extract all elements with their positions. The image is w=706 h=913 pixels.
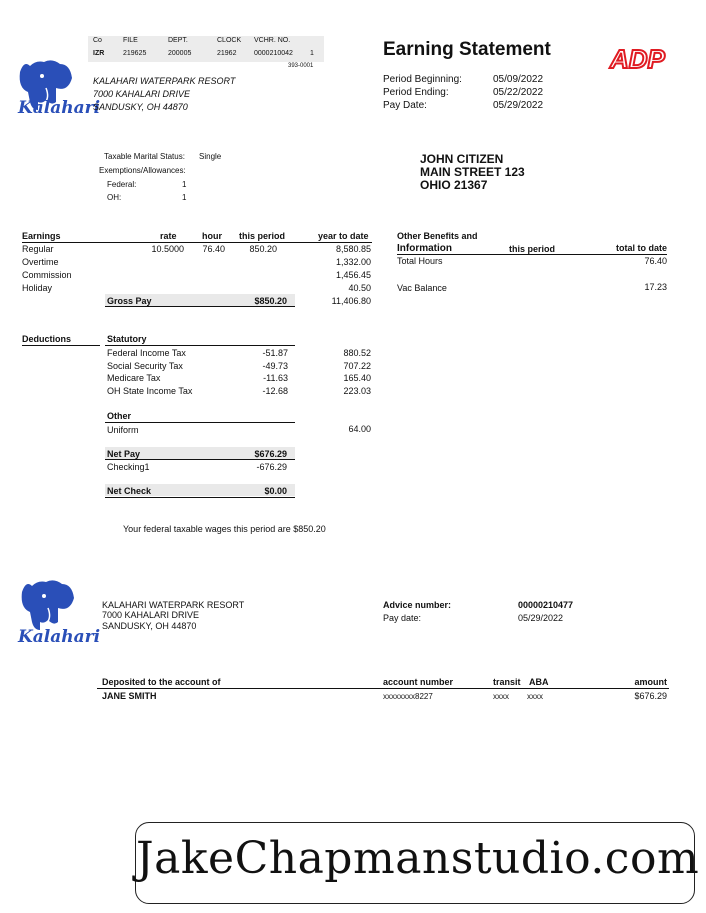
earnings-row-this: 850.20	[249, 244, 277, 254]
oh-label: OH:	[107, 193, 122, 202]
deposit-header-rule	[97, 688, 669, 689]
benefits-row-value: 17.23	[644, 282, 667, 292]
net-check-label: Net Check	[107, 486, 152, 496]
hour-header: hour	[202, 231, 222, 241]
advice-company-address1: 7000 KAHALARI DRIVE	[102, 610, 200, 620]
deduction-this: -11.63	[263, 373, 288, 383]
dept-label: DEPT.	[168, 37, 188, 44]
earnings-row-label: Regular	[22, 244, 54, 254]
deduction-ytd: 165.40	[343, 373, 371, 383]
file-value: 219625	[123, 50, 147, 57]
other-deduction-ytd: 64.00	[348, 424, 371, 434]
statutory-header: Statutory	[107, 334, 147, 344]
period-ending-value: 05/22/2022	[493, 87, 544, 98]
benefits-header-rule	[397, 254, 667, 255]
benefits-header1: Other Benefits and	[397, 231, 478, 241]
oh-value: 1	[182, 193, 187, 202]
co-value: IZR	[93, 50, 105, 57]
earnings-row-rate: 10.5000	[151, 244, 184, 254]
company-name: KALAHARI WATERPARK RESORT	[93, 76, 236, 86]
other-deduction-label: Uniform	[107, 425, 139, 435]
amount-header: amount	[634, 677, 667, 687]
earnings-header: Earnings	[22, 231, 61, 241]
deductions-rule	[22, 345, 100, 346]
benefits-row-value: 76.40	[644, 256, 667, 266]
earnings-row-ytd: 1,456.45	[335, 270, 371, 280]
deduction-this: -12.68	[262, 386, 288, 396]
net-check-rule	[105, 497, 295, 498]
benefits-row-label: Vac Balance	[397, 283, 447, 293]
deduction-label: Social Security Tax	[107, 361, 183, 371]
employee-name: JOHN CITIZEN	[420, 152, 504, 166]
federal-label: Federal:	[107, 180, 137, 189]
this-period-header: this period	[239, 231, 286, 241]
benefits-this-period-header: this period	[509, 244, 556, 254]
earnings-row-label: Overtime	[22, 257, 59, 267]
checking-value: -676.29	[256, 462, 287, 472]
statutory-rule	[105, 345, 295, 346]
other-rule	[105, 422, 295, 423]
gross-pay-rule	[105, 306, 295, 307]
net-pay-rule	[105, 459, 295, 460]
statement-title: Earning Statement	[383, 39, 551, 60]
clock-label: CLOCK	[217, 37, 242, 44]
employee-city: OHIO 21367	[420, 178, 488, 192]
checking-label: Checking1	[107, 462, 150, 472]
exemptions-label: Exemptions/Allowances:	[99, 166, 186, 175]
amount-value: $676.29	[634, 691, 667, 701]
benefits-row-label: Total Hours	[397, 256, 443, 266]
watermark-banner	[135, 822, 700, 904]
marital-status-label: Taxable Marital Status:	[104, 152, 185, 161]
period-ending-label: Period Ending:	[383, 87, 449, 98]
deduction-ytd: 707.22	[343, 361, 371, 371]
company-address2: SANDUSKY, OH 44870	[93, 102, 188, 112]
aba-header: ABA	[529, 677, 549, 687]
gross-pay-ytd: 11,406.80	[331, 296, 371, 306]
advice-pay-date-value: 05/29/2022	[518, 613, 564, 623]
deduction-this: -49.73	[262, 361, 288, 371]
period-beginning-label: Period Beginning:	[383, 74, 462, 85]
pay-date-value: 05/29/2022	[493, 100, 544, 111]
earnings-row-ytd: 8,580.85	[335, 244, 371, 254]
vchr-label: VCHR. NO.	[254, 37, 291, 44]
earnings-row-ytd: 40.50	[348, 283, 371, 293]
rate-header: rate	[160, 231, 177, 241]
file-label: FILE	[123, 37, 138, 44]
aba-value: xxxx	[527, 692, 543, 701]
account-number-value: xxxxxxxx8227	[383, 692, 433, 701]
net-check-value: $0.00	[264, 486, 287, 496]
earnings-header-rule	[22, 242, 372, 243]
deduction-ytd: 880.52	[343, 348, 371, 358]
adp-logo	[610, 44, 666, 75]
clock-value: 21962	[217, 50, 237, 57]
advice-number-label: Advice number:	[383, 600, 452, 610]
ytd-header: year to date	[318, 231, 369, 241]
other-header: Other	[107, 411, 132, 421]
period-beginning-value: 05/09/2022	[493, 74, 544, 85]
deduction-this: -51.87	[262, 348, 288, 358]
dept-value: 200005	[168, 50, 192, 57]
deduction-label: OH State Income Tax	[107, 386, 193, 396]
employee-street: MAIN STREET 123	[420, 165, 525, 179]
adp-logo-text: ADP	[610, 44, 665, 74]
watermark-text: JakeChapmanstudio.com	[136, 833, 700, 884]
vchr-value: 0000210042	[254, 50, 293, 57]
gross-pay-label: Gross Pay	[107, 296, 152, 306]
earnings-row-label: Holiday	[22, 283, 53, 293]
advice-company-address2: SANDUSKY, OH 44870	[102, 621, 197, 631]
kalahari-logo-text: Kalahari	[18, 98, 101, 118]
deduction-ytd: 223.03	[343, 386, 371, 396]
net-pay-value: $676.29	[254, 449, 287, 459]
marital-status-value: Single	[199, 152, 222, 161]
vchr-seq: 1	[310, 50, 314, 57]
advice-company-name: KALAHARI WATERPARK RESORT	[102, 600, 245, 610]
benefits-total-header: total to date	[616, 243, 667, 253]
net-pay-label: Net Pay	[107, 449, 141, 459]
transit-header: transit	[493, 677, 521, 687]
transit-value: xxxx	[493, 692, 509, 701]
earnings-row-ytd: 1,332.00	[335, 257, 371, 267]
co-label: Co	[93, 37, 102, 44]
deposit-header: Deposited to the account of	[102, 677, 221, 687]
earnings-row-hour: 76.40	[202, 244, 225, 254]
kalahari-logo-advice-text: Kalahari	[18, 627, 101, 647]
earnings-row-label: Commission	[22, 270, 72, 280]
header-sub: 393-0001	[288, 63, 314, 69]
federal-wages-note: Your federal taxable wages this period are $850.20	[123, 524, 326, 534]
deduction-label: Federal Income Tax	[107, 348, 186, 358]
deductions-header: Deductions	[22, 334, 72, 344]
pay-date-label: Pay Date:	[383, 100, 427, 111]
federal-value: 1	[182, 180, 187, 189]
benefits-header2: Information	[397, 243, 452, 254]
company-address1: 7000 KAHALARI DRIVE	[93, 89, 191, 99]
advice-number-value: 00000210477	[518, 600, 574, 610]
gross-pay-this: $850.20	[254, 296, 287, 306]
deduction-label: Medicare Tax	[107, 373, 161, 383]
advice-pay-date-label: Pay date:	[383, 613, 422, 623]
account-holder-name: JANE SMITH	[102, 691, 157, 701]
account-number-header: account number	[383, 677, 454, 687]
